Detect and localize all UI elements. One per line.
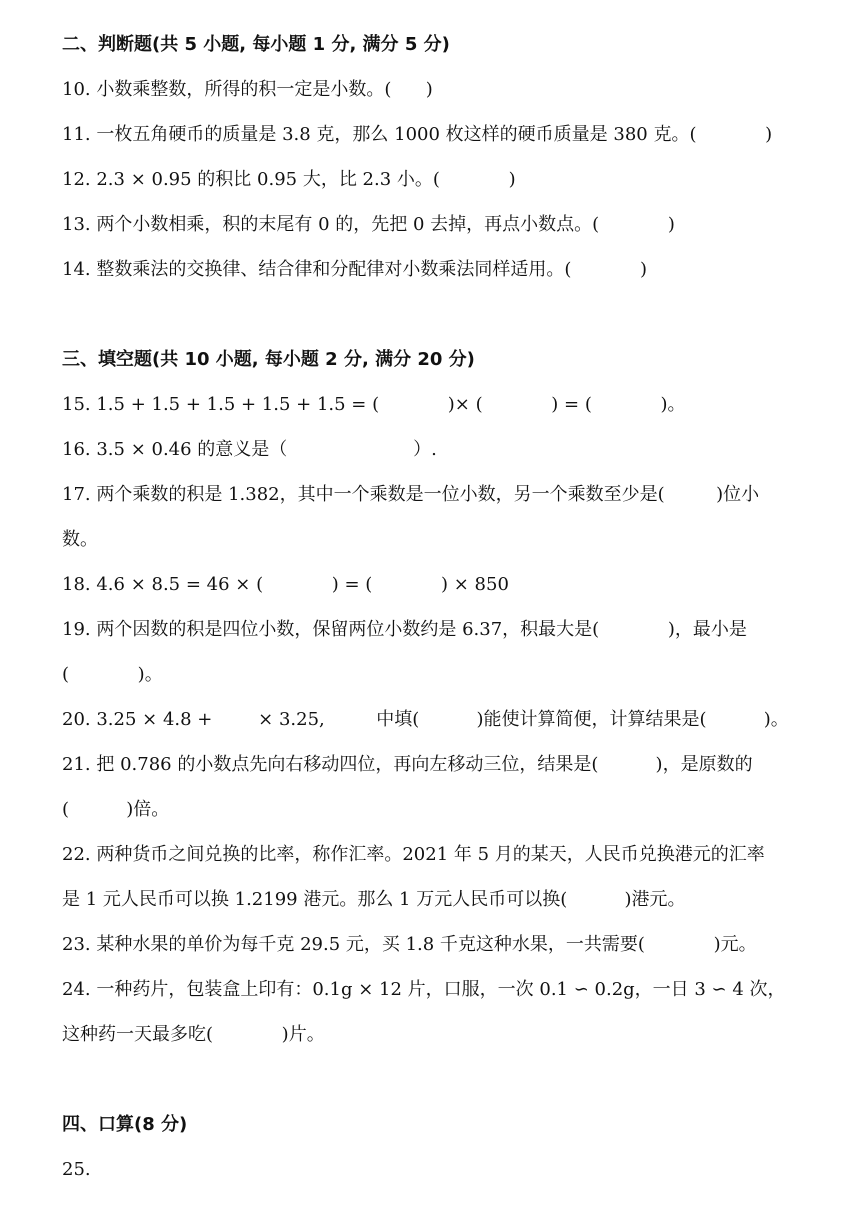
section-3-heading: 三、填空题(共 10 小题, 每小题 2 分, 满分 20 分) bbox=[62, 349, 475, 370]
question-19-line-2: ( )。 bbox=[62, 664, 163, 685]
question-10: 10. 小数乘整数，所得的积一定是小数。( ) bbox=[62, 79, 433, 100]
question-21-line-1: 21. 把 0.786 的小数点先向右移动四位，再向左移动三位，结果是( )，是原数的 bbox=[62, 754, 753, 775]
question-23: 23. 某种水果的单价为每千克 29.5 元，买 1.8 千克这种水果，一共需要( )元。 bbox=[62, 934, 757, 955]
question-15: 15. 1.5 + 1.5 + 1.5 + 1.5 + 1.5 = ( )× ( ) = ( )。 bbox=[62, 394, 686, 415]
question-17-line-1: 17. 两个乘数的积是 1.382，其中一个乘数是一位小数，另一个乘数至少是( )位小 bbox=[62, 484, 760, 505]
question-25: 25. bbox=[62, 1159, 91, 1180]
section-4-heading: 四、口算(8 分) bbox=[62, 1114, 188, 1135]
question-22-line-1: 22. 两种货币之间兑换的比率，称作汇率。2021 年 5 月的某天，人民币兑换港元的汇率 bbox=[62, 844, 765, 865]
question-24-line-1: 24. 一种药片，包装盒上印有：0.1g × 12 片，口服，一次 0.1 ∽ 0.2g，一日 3 ∽ 4 次， bbox=[62, 979, 786, 1000]
question-11: 11. 一枚五角硬币的质量是 3.8 克，那么 1000 枚这样的硬币质量是 380 克。( ) bbox=[62, 124, 773, 145]
question-21-line-2: ( )倍。 bbox=[62, 799, 170, 820]
question-17-line-2: 数。 bbox=[62, 529, 98, 550]
question-19-line-1: 19. 两个因数的积是四位小数，保留两位小数约是 6.37，积最大是( )，最小是 bbox=[62, 619, 747, 640]
question-13: 13. 两个小数相乘，积的末尾有 0 的，先把 0 去掉，再点小数点。( ) bbox=[62, 214, 675, 235]
question-18: 18. 4.6 × 8.5 = 46 × ( ) = ( ) × 850 bbox=[62, 574, 509, 595]
question-22-line-2: 是 1 元人民币可以换 1.2199 港元。那么 1 万元人民币可以换( )港元。 bbox=[62, 889, 686, 910]
question-16: 16. 3.5 × 0.46 的意义是（ ）. bbox=[62, 439, 437, 460]
question-14: 14. 整数乘法的交换律、结合律和分配律对小数乘法同样适用。( ) bbox=[62, 259, 648, 280]
section-2-heading: 二、判断题(共 5 小题, 每小题 1 分, 满分 5 分) bbox=[62, 34, 450, 55]
question-12: 12. 2.3 × 0.95 的积比 0.95 大，比 2.3 小。( ) bbox=[62, 169, 516, 190]
question-20: 20. 3.25 × 4.8 + × 3.25, 中填( )能使计算简便，计算结果是( )。 bbox=[62, 709, 789, 730]
question-24-line-2: 这种药一天最多吃( )片。 bbox=[62, 1024, 325, 1045]
